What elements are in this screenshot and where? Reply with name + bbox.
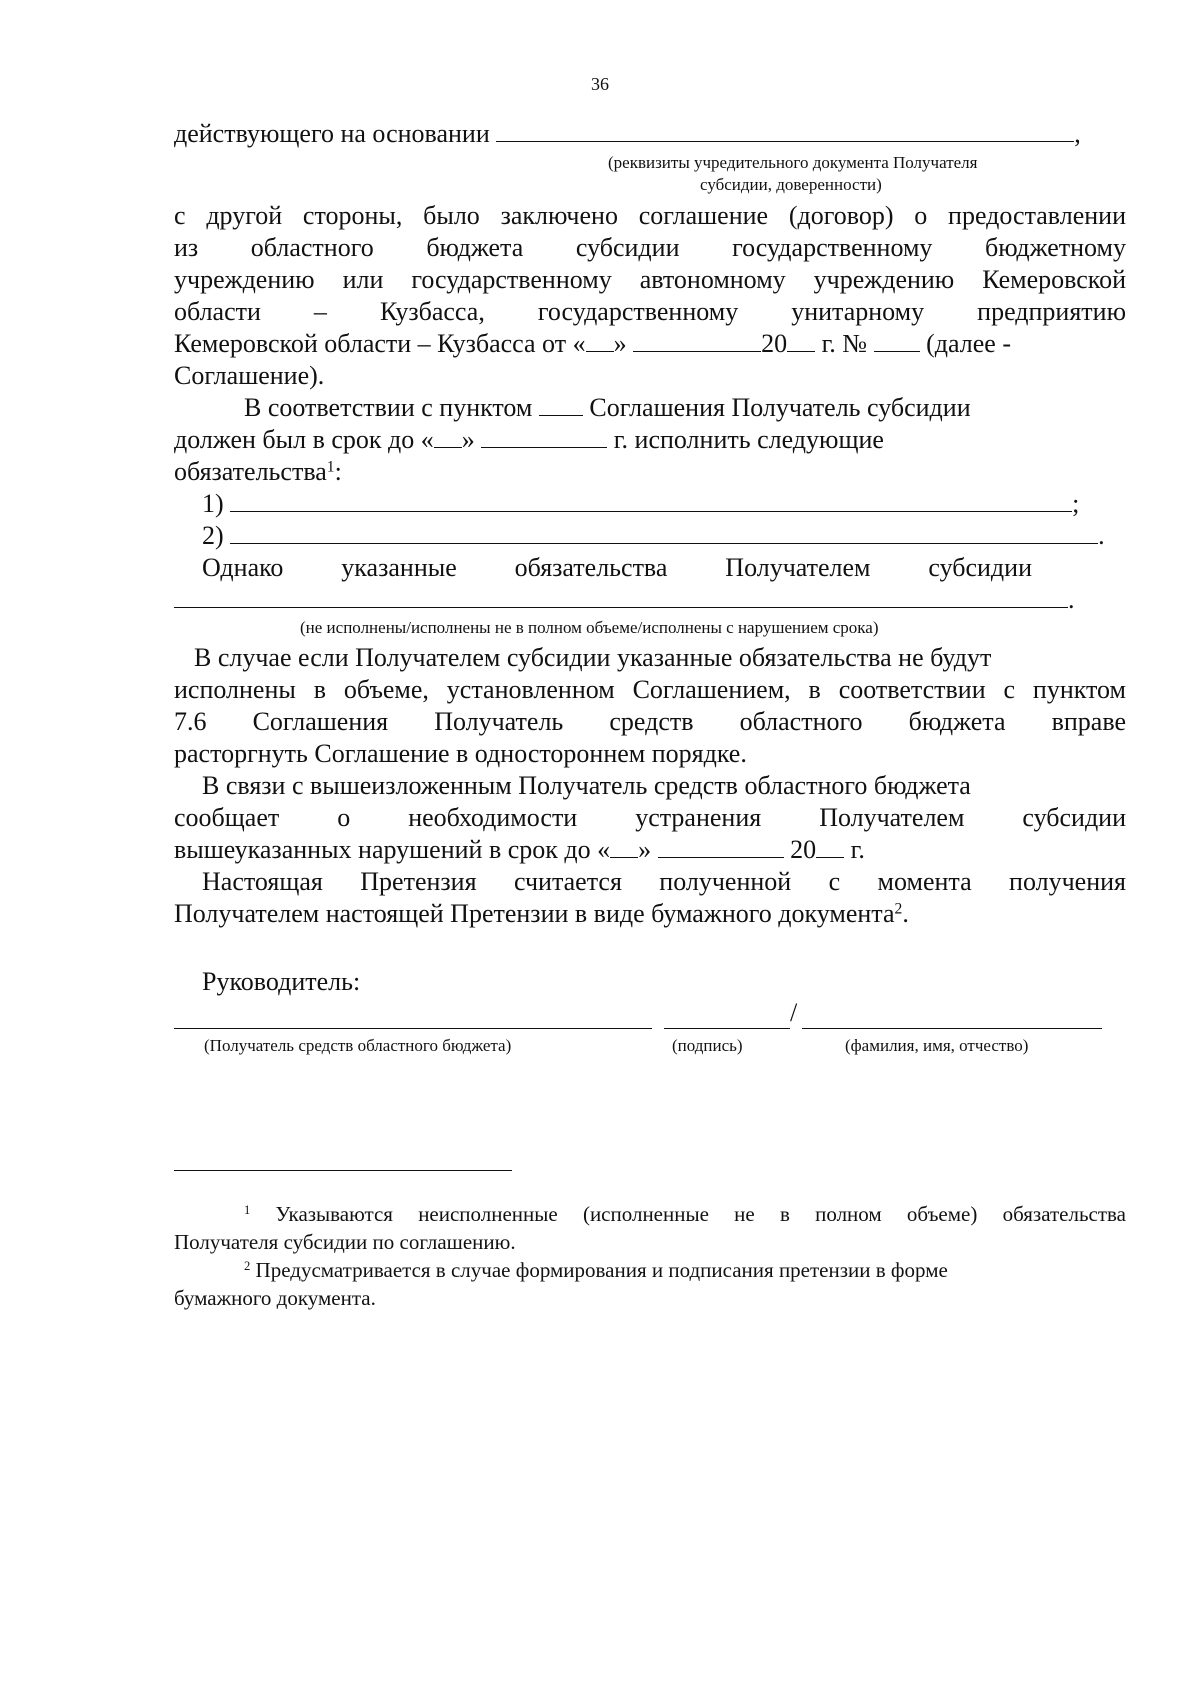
line-20: Настоящая Претензия считается полученной с момента получения (202, 867, 1126, 896)
blank-month-3 (658, 835, 784, 858)
blank-month (633, 329, 761, 352)
signature-slash: / (790, 998, 798, 1027)
basis-label: действующего на основании (174, 119, 490, 148)
obligation-item-2: 2) . (202, 521, 1105, 550)
line-6: Кемеровской области – Кузбасса от « » 20 г. № (далее - (174, 329, 1011, 358)
line-8: В соответствии с пунктом Соглашения Получатель субсидии (244, 393, 971, 422)
line-19: вышеуказанных нарушений в срок до « » 20 г. (174, 835, 865, 864)
caption-basis-2: субсидии, доверенности) (700, 175, 882, 194)
line-13: В случае если Получателем субсидии указанные обязательства не будут (194, 643, 992, 672)
blank-clause (539, 393, 583, 416)
line-3: из областного бюджета субсидии государственному бюджетному (174, 233, 1126, 262)
blank-month-2 (481, 425, 607, 448)
blank-item-2 (230, 521, 1098, 544)
line-basis: действующего на основании , (174, 119, 1081, 148)
blank-day (586, 329, 614, 352)
obligation-item-1: 1) ; (202, 489, 1080, 518)
line-10: обязательства$^1$: (174, 457, 342, 486)
blank-number (874, 329, 920, 352)
blank-day-2 (434, 425, 462, 448)
caption-status: (не исполнены/исполнены не в полном объеме/исполнены с нарушением срока) (300, 618, 879, 637)
caption-sign: (подпись) (672, 1036, 743, 1055)
blank-status (174, 585, 1068, 608)
caption-fullname: (фамилия, имя, отчество) (845, 1036, 1029, 1055)
blank-year-3 (816, 835, 844, 858)
caption-recipient: (Получатель средств областного бюджета) (204, 1036, 512, 1055)
page-number: 36 (591, 74, 609, 94)
line-2: с другой стороны, было заключено соглашение (договор) о предоставлении (174, 201, 1126, 230)
blank-day-3 (610, 835, 638, 858)
line-7: Соглашение). (174, 361, 325, 390)
blank-year (787, 329, 815, 352)
line-21: Получателем настоящей Претензии в виде бумажного документа$^2$. (174, 899, 909, 928)
line-12: . (174, 584, 1126, 616)
signature-line-recipient (174, 1028, 652, 1029)
line-18: сообщает о необходимости устранения Получателем субсидии (174, 803, 1126, 832)
caption-basis-1: (реквизиты учредительного документа Получателя (608, 153, 978, 172)
head-label: Руководитель: (202, 967, 361, 996)
line-4: учреждению или государственному автономному учреждению Кемеровской (174, 265, 1126, 294)
line-15: 7.6 Соглашения Получатель средств областного бюджета вправе (174, 707, 1126, 736)
line-16: расторгнуть Соглашение в одностороннем порядке. (174, 739, 747, 768)
signature-line-sign (664, 1028, 790, 1029)
blank-item-1 (230, 489, 1072, 512)
line-9: должен был в срок до « » г. исполнить следующие (174, 425, 884, 454)
blank-basis (496, 119, 1074, 142)
signature-line-name (802, 1028, 1102, 1029)
line-5: области – Кузбасса, государственному унитарному предприятию (174, 297, 1126, 326)
line-14: исполнены в объеме, установленном Соглашением, в соответствии с пунктом (174, 675, 1126, 704)
line-17: В связи с вышеизложенным Получатель средств областного бюджета (202, 771, 971, 800)
line-11: Однако указанные обязательства Получателем субсидии (202, 553, 1032, 582)
footnote-separator (174, 1170, 512, 1171)
footnote-2: $^2$ Предусматривается в случае формирования и подписания претензии в форме бумажного документа. (174, 1258, 948, 1310)
footnote-1: $^1$ Указываются неисполненные (исполненные не в полном объеме) обязательства Получателя субсидии по соглашению. (174, 1202, 1126, 1254)
